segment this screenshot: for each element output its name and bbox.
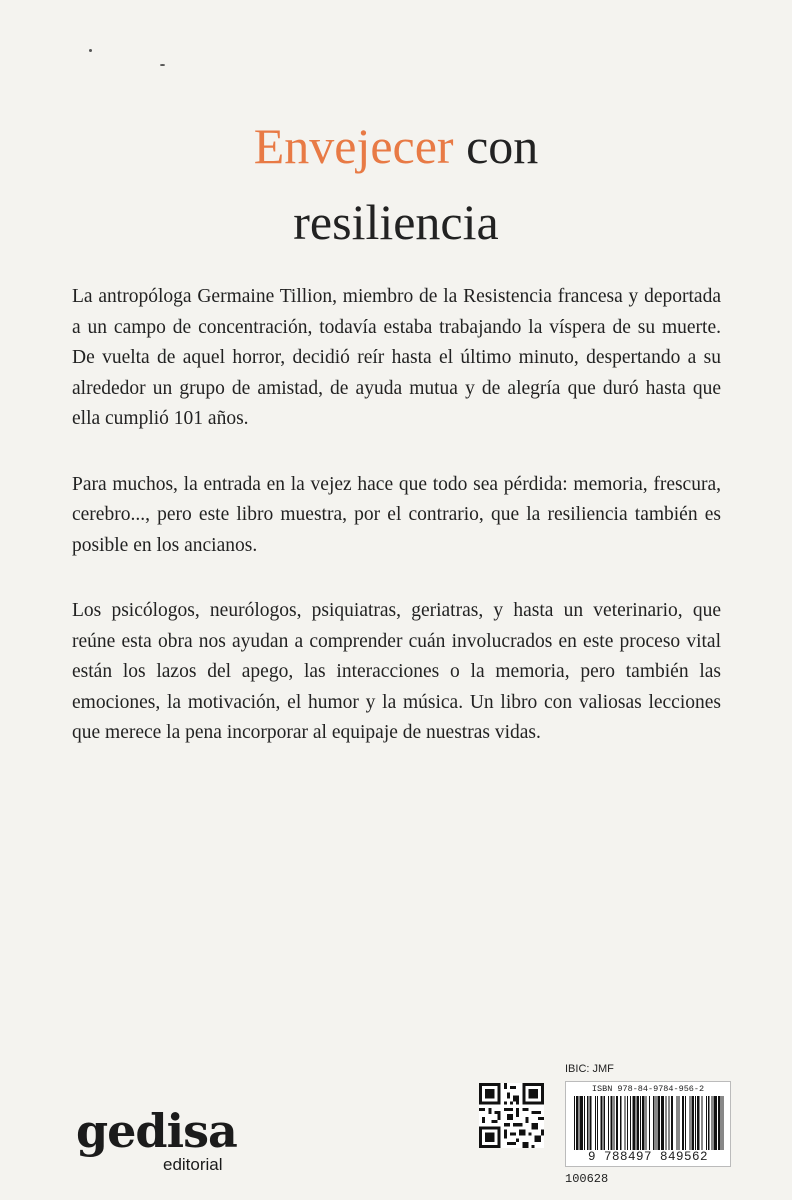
- blurb-paragraph-3: Los psicólogos, neurólogos, psiquiatras, geriatras, y hasta un veterinario, que reúne esta obra nos ayudan a comprender cuán involucrados en este proceso vital están los lazos del apego, las interacciones o la memoria, pero también las emociones, la motivación, el humor y la música. Un libro con valiosas lecciones que merece la pena incorporar al equipaje de nuestras vidas.: [72, 600, 721, 743]
- publisher-logo: gedisa: [76, 1104, 237, 1158]
- barcode-bars: [574, 1096, 724, 1150]
- book-title: [0, 108, 792, 260]
- internal-code: 100628: [565, 1172, 609, 1186]
- title-line-1: [0, 108, 792, 184]
- title-line-2: resiliencia: [293, 194, 499, 250]
- publisher-sub: editorial: [163, 1155, 223, 1174]
- barcode-digits: 9 788497 849562: [587, 1150, 709, 1164]
- isbn-barcode: [565, 1081, 731, 1167]
- title-word: con: [466, 118, 539, 174]
- ibic-code: IBIC: JMF: [565, 1063, 614, 1075]
- blurb-paragraph-1: La antropóloga Germaine Tillion, miembro de la Resistencia francesa y deportada a un campo de concentración, todavía estaba trabajando la víspera de su muerte. De vuelta de aquel horror, decidió reír hasta el último minuto, despertando a su alrededor un grupo de amistad, de ayuda mutua y de alegría que duró hasta que ella cumplió 101 años.: [72, 286, 721, 429]
- blurb-paragraph-2: Para muchos, la entrada en la vejez hace que todo sea pérdida: memoria, frescura, cerebro..., pero este libro muestra, por el contrario, que la resiliencia también es posible en los ancianos.: [72, 473, 721, 556]
- title-accent-word: Envejecer: [253, 118, 454, 174]
- blurb: [72, 282, 721, 784]
- qr-code-icon: [479, 1083, 544, 1148]
- isbn-text: ISBN 978-84-9784-956-2: [591, 1084, 705, 1094]
